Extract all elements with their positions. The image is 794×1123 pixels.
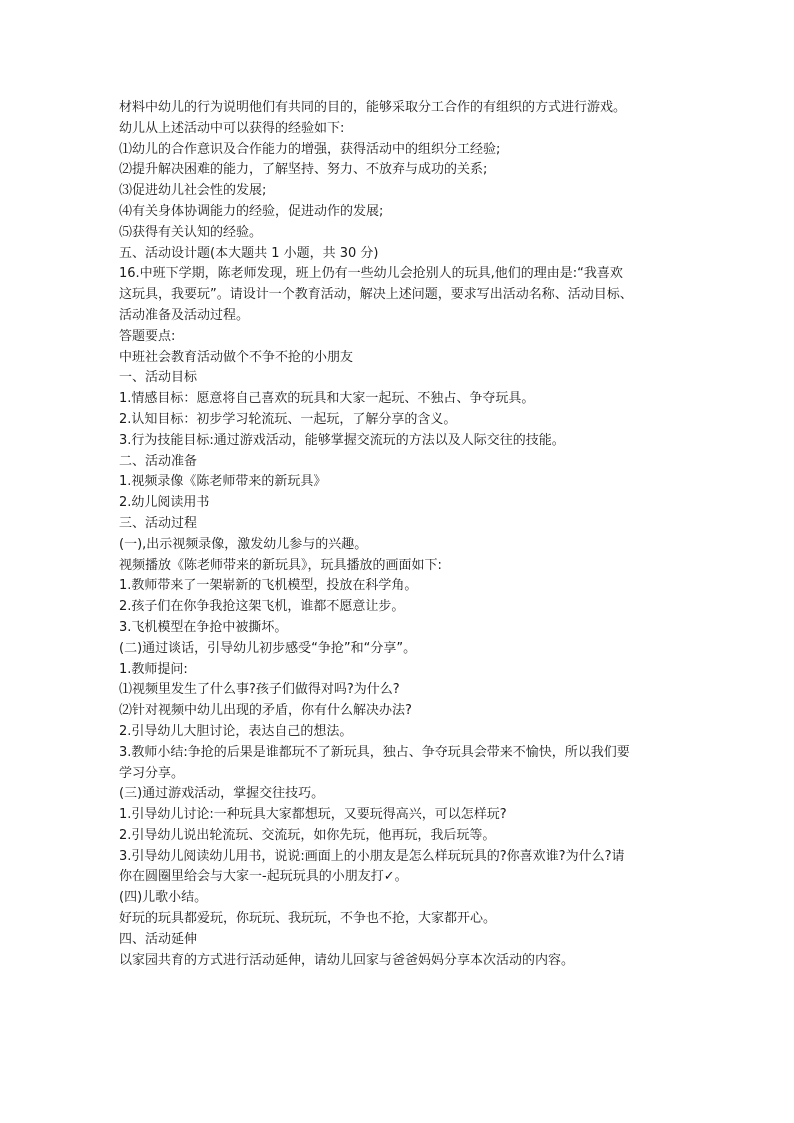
text-line: ⑴视频里发生了什么事?孩子们做得对吗?为什么? bbox=[119, 682, 400, 698]
text-line: 答题要点: bbox=[119, 328, 176, 344]
text-line: 幼儿从上述活动中可以获得的经验如下: bbox=[119, 120, 345, 136]
text-line: 活动准备及活动过程。 bbox=[119, 307, 250, 323]
text-line: 视频播放《陈老师带来的新玩具》，玩具播放的画面如下: bbox=[119, 557, 442, 573]
text-line: 1.教师提问: bbox=[119, 661, 188, 677]
text-line: 二、活动准备 bbox=[119, 453, 198, 469]
text-line: (四)儿歌小结。 bbox=[119, 890, 208, 906]
text-line: 五、活动设计题(本大题共 1 小题，共 30 分) bbox=[119, 245, 379, 261]
text-line: 2.幼儿阅读用书 bbox=[119, 495, 210, 511]
text-line: 1.情感目标：愿意将自己喜欢的玩具和大家一起玩、不独占、争夺玩具。 bbox=[119, 391, 535, 407]
text-line: 2.引导幼儿说出轮流玩、交流玩，如你先玩，他再玩，我后玩等。 bbox=[119, 827, 496, 843]
text-line: 这玩具，我要玩”。请设计一个教育活动，解决上述问题，要求写出活动名称、活动目标、 bbox=[119, 287, 633, 303]
text-line: 1.视频录像《陈老师带来的新玩具》 bbox=[119, 474, 327, 490]
text-line: 2.认知目标：初步学习轮流玩、一起玩，了解分享的含义。 bbox=[119, 411, 457, 427]
text-line: 3.行为技能目标:通过游戏活动，能够掌握交流玩的方法以及人际交往的技能。 bbox=[119, 432, 565, 448]
text-line: 3.飞机模型在争抢中被撕坏。 bbox=[119, 619, 288, 635]
document-body bbox=[119, 98, 689, 971]
text-line: 以家园共育的方式进行活动延伸，请幼儿回家与爸爸妈妈分享本次活动的内容。 bbox=[119, 952, 575, 968]
text-line: (三)通过游戏活动，掌握交往技巧。 bbox=[119, 786, 325, 802]
text-line: 2.孩子们在你争我抢这架飞机，谁都不愿意让步。 bbox=[119, 599, 405, 615]
text-line: ⑵针对视频中幼儿出现的矛盾，你有什么解决办法? bbox=[119, 703, 412, 719]
text-line: ⑶促进幼儿社会性的发展; bbox=[119, 183, 267, 199]
text-line: ⑸获得有关认知的经验。 bbox=[119, 224, 263, 240]
text-line: 1.教师带来了一架崭新的飞机模型，投放在科学角。 bbox=[119, 578, 418, 594]
text-line: 中班社会教育活动做个不争不抢的小朋友 bbox=[119, 349, 354, 365]
text-line: 好玩的玩具都爱玩，你玩玩、我玩玩，不争也不抢，大家都开心。 bbox=[119, 911, 497, 927]
text-line: ⑵提升解决困难的能力，了解坚持、努力、不放弃与成功的关系; bbox=[119, 162, 488, 178]
text-line: 16.中班下学期，陈老师发现，班上仍有一些幼儿会抢别人的玩具,他们的理由是:“我喜欢 bbox=[119, 266, 623, 282]
text-line: 一、活动目标 bbox=[119, 370, 198, 386]
text-line: 3.教师小结:争抢的后果是谁都玩不了新玩具，独占、争夺玩具会带来不愉快，所以我们要 bbox=[119, 744, 630, 760]
text-line: ⑷有关身体协调能力的经验，促进动作的发展; bbox=[119, 203, 384, 219]
text-line: 2.引导幼儿大胆讨论，表达自己的想法。 bbox=[119, 723, 353, 739]
text-line: 四、活动延伸 bbox=[119, 931, 198, 947]
text-line: (二)通过谈话，引导幼儿初步感受“争抢”和“分享”。 bbox=[119, 640, 417, 656]
text-line: 3.引导幼儿阅读幼儿用书，说说:画面上的小朋友是怎么样玩玩具的?你喜欢谁?为什么?请 bbox=[119, 848, 625, 864]
text-line: 你在圆圈里给会与大家一-起玩玩具的小朋友打✓。 bbox=[119, 869, 408, 885]
text-line: (一),出示视频录像，激发幼儿参与的兴趣。 bbox=[119, 536, 368, 552]
text-line: 学习分享。 bbox=[119, 765, 185, 781]
text-line: 材料中幼儿的行为说明他们有共同的目的，能够采取分工合作的有组织的方式进行游戏。 bbox=[119, 100, 627, 115]
text-line: 三、活动过程 bbox=[119, 515, 198, 531]
text-line: ⑴幼儿的合作意识及合作能力的增强，获得活动中的组织分工经验; bbox=[119, 141, 501, 157]
text-line: 1.引导幼儿讨论:一种玩具大家都想玩，又要玩得高兴，可以怎样玩? bbox=[119, 807, 507, 823]
